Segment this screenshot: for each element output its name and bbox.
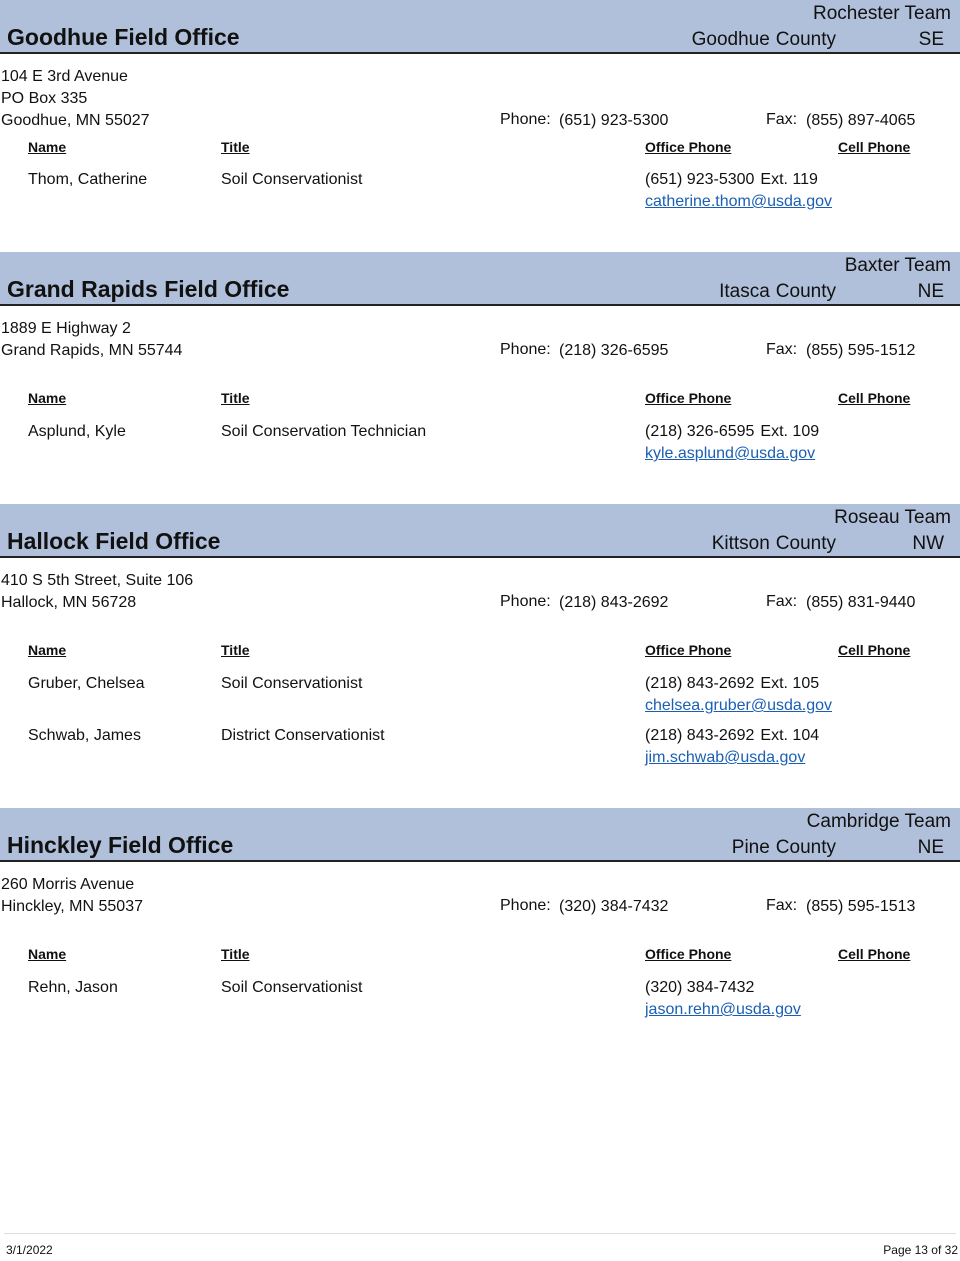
column-header-title: Title — [221, 139, 250, 155]
column-header-office-phone: Office Phone — [645, 946, 732, 962]
column-header-cell-phone: Cell Phone — [838, 946, 911, 962]
county-value: Pine — [731, 837, 770, 858]
staff-phone-number: (218) 326-6595 — [645, 423, 755, 440]
staff-title: Soil Conservationist — [221, 675, 363, 692]
team-name: Cambridge Team — [806, 811, 951, 832]
address-line: Hallock, MN 56728 — [1, 594, 137, 611]
staff-title: Soil Conservation Technician — [221, 423, 427, 440]
region-code: NW — [912, 533, 944, 554]
staff-extension: Ext. 104 — [760, 727, 820, 744]
region-code: SE — [918, 29, 944, 50]
staff-name: Asplund, Kyle — [28, 423, 126, 440]
staff-email-link[interactable]: kyle.asplund@usda.gov — [645, 445, 816, 462]
address-line: 260 Morris Avenue — [1, 876, 135, 893]
staff-name: Schwab, James — [28, 727, 141, 744]
county-name — [732, 837, 836, 859]
county-value: Goodhue — [691, 29, 770, 50]
column-header-title: Title — [221, 642, 250, 658]
staff-name: Gruber, Chelsea — [28, 675, 145, 692]
phone-label: Phone: — [500, 897, 551, 914]
address-line: 104 E 3rd Avenue — [1, 68, 128, 85]
office-name: Hallock Field Office — [7, 528, 221, 554]
staff-office-phone — [645, 979, 760, 997]
office-header — [0, 0, 960, 54]
county-label: County — [775, 281, 836, 302]
office-hinckley — [0, 808, 960, 1018]
column-header-office-phone: Office Phone — [645, 139, 732, 155]
office-phone: (218) 843-2692 — [559, 594, 669, 611]
column-header-cell-phone: Cell Phone — [838, 139, 911, 155]
county-label: County — [775, 837, 836, 858]
column-header-title: Title — [221, 946, 250, 962]
footer-divider — [4, 1233, 956, 1234]
column-header-name: Name — [28, 390, 67, 406]
county-value: Kittson — [711, 533, 770, 554]
office-name: Hinckley Field Office — [7, 832, 234, 858]
fax-label: Fax: — [766, 341, 798, 358]
fax-label: Fax: — [766, 897, 798, 914]
office-header — [0, 252, 960, 306]
phone-label: Phone: — [500, 593, 551, 610]
staff-email-link[interactable]: catherine.thom@usda.gov — [645, 193, 833, 210]
team-name: Roseau Team — [834, 507, 951, 528]
office-grand-rapids — [0, 252, 960, 462]
address-line: PO Box 335 — [1, 90, 88, 107]
county-label: County — [775, 533, 836, 554]
office-phone: (651) 923-5300 — [559, 112, 669, 129]
county-name — [692, 29, 836, 51]
staff-phone-number: (320) 384-7432 — [645, 979, 755, 996]
staff-extension: Ext. 109 — [760, 423, 820, 440]
column-header-name: Name — [28, 946, 67, 962]
column-header-name: Name — [28, 139, 67, 155]
team-name: Rochester Team — [813, 3, 951, 24]
county-label: County — [775, 29, 836, 50]
staff-office-phone — [645, 727, 819, 745]
staff-title: Soil Conservationist — [221, 979, 363, 996]
staff-title: District Conservationist — [221, 727, 385, 744]
staff-name: Rehn, Jason — [28, 979, 118, 996]
staff-extension: Ext. 119 — [760, 171, 818, 188]
footer-date: 3/1/2022 — [6, 1243, 53, 1257]
phone-label: Phone: — [500, 111, 551, 128]
county-value: Itasca — [719, 281, 770, 302]
staff-office-phone — [645, 423, 819, 441]
office-address — [1, 66, 150, 132]
page-number: Page 13 of 32 — [883, 1243, 958, 1257]
staff-office-phone — [645, 675, 819, 693]
address-line: Hinckley, MN 55037 — [1, 898, 143, 915]
region-code: NE — [917, 281, 944, 302]
staff-office-phone — [645, 171, 818, 189]
staff-email-link[interactable]: jason.rehn@usda.gov — [645, 1001, 801, 1018]
column-header-office-phone: Office Phone — [645, 390, 732, 406]
office-header — [0, 504, 960, 558]
staff-phone-number: (218) 843-2692 — [645, 727, 755, 744]
office-goodhue — [0, 0, 960, 210]
address-line: Goodhue, MN 55027 — [1, 112, 150, 129]
address-line: Grand Rapids, MN 55744 — [1, 342, 183, 359]
staff-title: Soil Conservationist — [221, 171, 363, 188]
office-phone: (218) 326-6595 — [559, 342, 669, 359]
office-fax: (855) 595-1512 — [806, 342, 916, 359]
staff-email-link[interactable]: jim.schwab@usda.gov — [645, 749, 806, 766]
team-name: Baxter Team — [844, 255, 951, 276]
phone-label: Phone: — [500, 341, 551, 358]
office-hallock — [0, 504, 960, 766]
staff-phone-number: (651) 923-5300 — [645, 171, 755, 188]
region-code: NE — [917, 837, 944, 858]
staff-extension: Ext. 105 — [760, 675, 820, 692]
staff-phone-number: (218) 843-2692 — [645, 675, 755, 692]
fax-label: Fax: — [766, 593, 798, 610]
staff-email-link[interactable]: chelsea.gruber@usda.gov — [645, 697, 833, 714]
office-name: Grand Rapids Field Office — [7, 276, 290, 302]
office-fax: (855) 831-9440 — [806, 594, 916, 611]
office-fax: (855) 897-4065 — [806, 112, 916, 129]
column-header-title: Title — [221, 390, 250, 406]
county-name — [712, 533, 836, 555]
column-header-cell-phone: Cell Phone — [838, 642, 911, 658]
office-header — [0, 808, 960, 862]
address-line: 410 S 5th Street, Suite 106 — [1, 572, 194, 589]
office-fax: (855) 595-1513 — [806, 898, 916, 915]
office-name: Goodhue Field Office — [7, 24, 240, 50]
address-line: 1889 E Highway 2 — [1, 320, 131, 337]
column-header-office-phone: Office Phone — [645, 642, 732, 658]
county-name — [719, 281, 836, 303]
office-phone: (320) 384-7432 — [559, 898, 669, 915]
office-address — [1, 874, 143, 918]
column-header-cell-phone: Cell Phone — [838, 390, 911, 406]
office-address — [1, 318, 182, 362]
fax-label: Fax: — [766, 111, 798, 128]
staff-name: Thom, Catherine — [28, 171, 148, 188]
column-header-name: Name — [28, 642, 67, 658]
office-address — [1, 570, 193, 614]
